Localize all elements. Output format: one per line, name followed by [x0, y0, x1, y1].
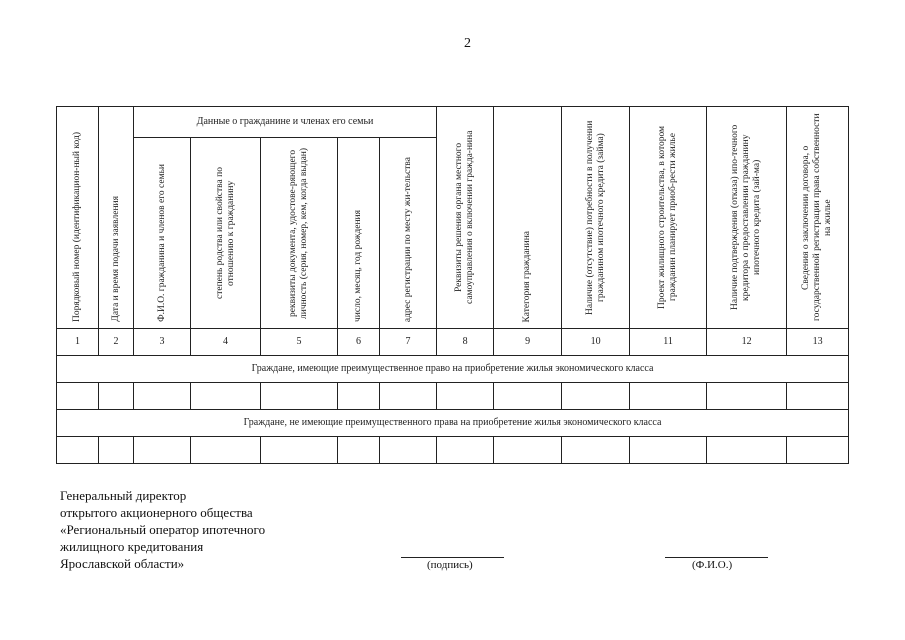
table-row [57, 383, 849, 410]
header-cell-12: Наличие подтверждения (отказа) ипо-течного кредитора о предоставлении гражданину ипотечного кредита (зай-ма) [707, 107, 787, 329]
header-cell-10: Наличие (отсутствие) потребности в получении гражданином ипотечного кредита (займа) [562, 107, 630, 329]
header-cell-4: степень родства или свойства по отношению к гражданину [191, 138, 261, 329]
header-cell-11: Проект жилищного строительства, в котором гражданин планирует приоб-рести жилье [630, 107, 707, 329]
signatory-line: «Региональный оператор ипотечного [60, 522, 266, 537]
header-cell-2: Дата и время подачи заявления [99, 107, 134, 329]
signature-line [401, 557, 504, 558]
column-number: 8 [437, 329, 494, 356]
column-number-row [57, 329, 849, 356]
section-header-preferential: Граждане, имеющие преимущественное право на приобретение жилья экономического класса [57, 356, 849, 383]
registry-table [56, 106, 849, 464]
column-number: 10 [562, 329, 630, 356]
family-data-group-header: Данные о гражданине и членах его семьи [134, 107, 437, 138]
column-number: 3 [134, 329, 191, 356]
column-number: 5 [261, 329, 338, 356]
signatory-block [60, 487, 265, 572]
signature-label: (подпись) [427, 559, 473, 571]
name-label: (Ф.И.О.) [692, 559, 733, 571]
signatory-line: открытого акционерного общества [60, 505, 253, 520]
header-cell-7: адрес регистрации по месту жи-тельства [380, 138, 437, 329]
header-cell-13: Сведения о заключении договора, о государственной регистрации права собственности на жилье [787, 107, 849, 329]
header-cell-1: Порядковый номер (идентификацион-ный код) [57, 107, 99, 329]
signatory-line: жилищного кредитования [60, 539, 204, 554]
column-number: 6 [338, 329, 380, 356]
column-number: 9 [494, 329, 562, 356]
header-cell-6: число, месяц, год рождения [338, 138, 380, 329]
table-row [57, 437, 849, 464]
column-number: 2 [99, 329, 134, 356]
column-number: 13 [787, 329, 849, 356]
signatory-line: Генеральный директор [60, 488, 187, 503]
header-cell-5: реквизиты документа, удостове-ряющего личность (серия, номер, кем, когда выдан) [261, 138, 338, 329]
header-cell-3: Ф.И.О. гражданина и членов его семьи [134, 138, 191, 329]
page-number: 2 [464, 36, 471, 51]
column-number: 4 [191, 329, 261, 356]
header-cell-9: Категория гражданина [494, 107, 562, 329]
header-cell-8: Реквизиты решения органа местного самоуправления о включении гражда-нина [437, 107, 494, 329]
column-number: 12 [707, 329, 787, 356]
signatory-line: Ярославской области» [60, 556, 185, 571]
section-header-non-preferential: Граждане, не имеющие преимущественного права на приобретение жилья экономического класса [57, 410, 849, 437]
column-number: 1 [57, 329, 99, 356]
column-number: 11 [630, 329, 707, 356]
column-number: 7 [380, 329, 437, 356]
name-line [665, 557, 768, 558]
